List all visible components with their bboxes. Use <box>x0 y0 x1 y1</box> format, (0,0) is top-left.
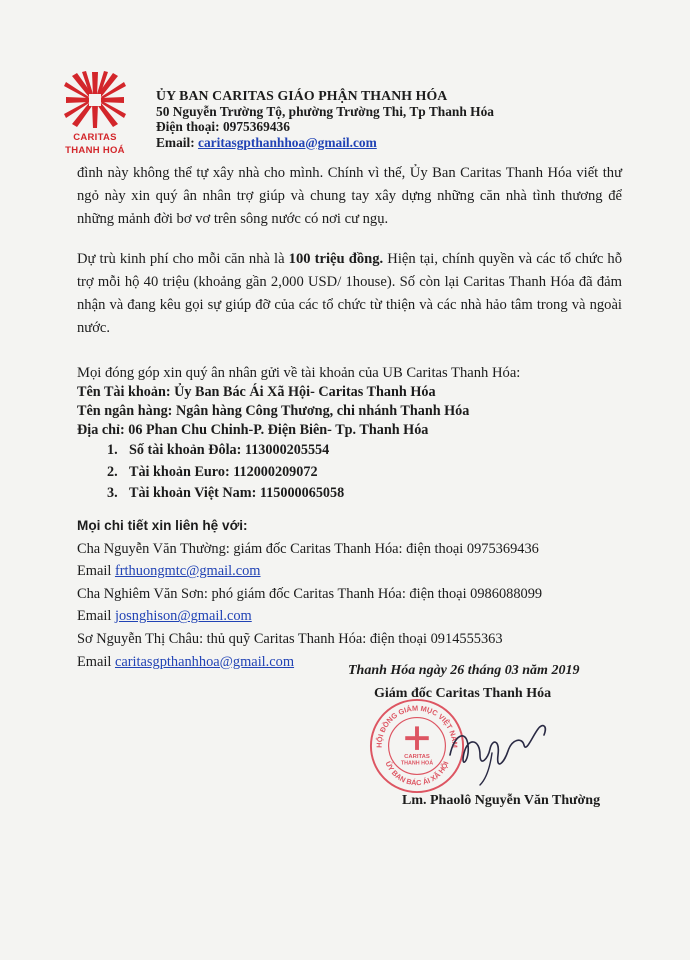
account-list <box>107 440 344 505</box>
caritas-cross-icon <box>62 70 128 130</box>
org-email-row <box>156 135 494 151</box>
paragraph-2 <box>77 248 622 340</box>
stamp-top-text: HỘI ĐỒNG GIÁM MỤC VIỆT NAM <box>374 703 460 748</box>
bank-address: Địa chỉ: 06 Phan Chu Chinh-P. Điện Biên- Tp. Thanh Hóa <box>77 422 429 438</box>
contact-3: Sơ Nguyễn Thị Châu: thủ quỹ Caritas Thanh Hóa: điện thoại 0914555363 <box>77 630 503 647</box>
bank-name: Tên ngân hàng: Ngân hàng Công Thương, chi nhánh Thanh Hóa <box>77 403 470 419</box>
org-name: ỦY BAN CARITAS GIÁO PHẬN THANH HÓA <box>156 88 448 103</box>
account-name: Tên Tài khoản: Ủy Ban Bác Ái Xã Hội- Caritas Thanh Hóa <box>77 384 436 400</box>
account-number-index: 2. <box>107 463 118 480</box>
stamp-center-line2: THANH HOÁ <box>400 760 434 767</box>
paragraph-2-end: Hiện tại, chính quyền và các tổ chức hỗ trợ mỗi hộ 40 triệu (khoảng gần 2,000 USD/ 1house). Số còn lại Caritas Thanh Hóa đã đảm nhận và đang kêu gọi sự giúp đỡ của các tổ chức từ thiện và các nhà hảo tâm trong và ngoài nước. <box>77 251 622 336</box>
contact-1-email-row <box>77 560 542 583</box>
org-header <box>156 88 494 150</box>
contact-2-email-link[interactable]: josnghison@gmail.com <box>114 608 252 625</box>
handwritten-signature <box>440 715 555 790</box>
account-number-index: 1. <box>107 442 118 458</box>
paragraph-1: đình này không thể tự xây nhà cho mình. Chính vì thế, Ủy Ban Caritas Thanh Hóa viết thư ngỏ này xin quý ân nhân trợ giúp và chung tay xây dựng những căn nhà tình thương để những mảnh đời bơ vơ trên sông nước có nơi cư ngụ. <box>77 165 622 227</box>
org-address: 50 Nguyễn Trường Tộ, phường Trường Thi, Tp Thanh Hóa <box>156 103 494 119</box>
contacts-section <box>77 515 542 673</box>
account-number-index: 3. <box>107 485 118 501</box>
org-email-label: Email: <box>156 134 195 150</box>
stamp-center-line1: CARITAS <box>404 753 430 760</box>
signer-name: Lm. Phaolô Nguyễn Văn Thường <box>402 793 601 808</box>
account-item <box>107 462 344 484</box>
org-phone: Điện thoại: 0975369436 <box>156 119 290 134</box>
email-label: Email <box>77 563 115 580</box>
email-label: Email <box>77 608 115 625</box>
budget-amount: 100 triệu đồng. <box>288 251 384 267</box>
contact-1-email-link[interactable]: frthuongmtc@gmail.com <box>114 563 261 580</box>
org-email-link[interactable]: caritasgpthanhhoa@gmail.com <box>198 134 377 150</box>
account-text: Tài khoản Euro: 112000209072 <box>129 463 318 480</box>
stamp-cross-icon <box>405 726 429 750</box>
bank-info <box>77 383 469 440</box>
contact-2: Cha Nghiêm Văn Sơn: phó giám đốc Caritas Thanh Hóa: điện thoại 0986088099 <box>77 585 543 602</box>
contact-1: Cha Nguyễn Văn Thường: giám đốc Caritas Thanh Hóa: điện thoại 0975369436 <box>77 540 539 557</box>
signer-title: Giám đốc Caritas Thanh Hóa <box>374 686 552 701</box>
account-item <box>107 440 344 462</box>
account-text: Tài khoản Việt Nam: 115000065058 <box>129 485 345 501</box>
account-text: Số tài khoản Đôla: 113000205554 <box>129 442 330 458</box>
stamp-bottom-text: ỦY BAN BÁC ÁI XÃ HỘI <box>383 759 451 788</box>
contacts-heading: Mọi chi tiết xin liên hệ với: <box>77 518 248 533</box>
email-label: Email <box>77 653 115 670</box>
letter-date: Thanh Hóa ngày 26 tháng 03 năm 2019 <box>348 663 580 678</box>
account-item <box>107 483 344 505</box>
caritas-logo <box>62 70 128 160</box>
paragraph-3: Mọi đóng góp xin quý ân nhân gửi về tài khoản của UB Caritas Thanh Hóa: <box>77 365 521 381</box>
contact-2-email-row <box>77 605 542 628</box>
contact-3-email-link[interactable]: caritasgpthanhhoa@gmail.com <box>114 653 295 670</box>
logo-line2: THANH HOÁ <box>65 145 125 156</box>
paragraph-2-start: Dự trù kinh phí cho mỗi căn nhà là <box>77 251 289 267</box>
logo-line1: CARITAS <box>73 132 117 143</box>
